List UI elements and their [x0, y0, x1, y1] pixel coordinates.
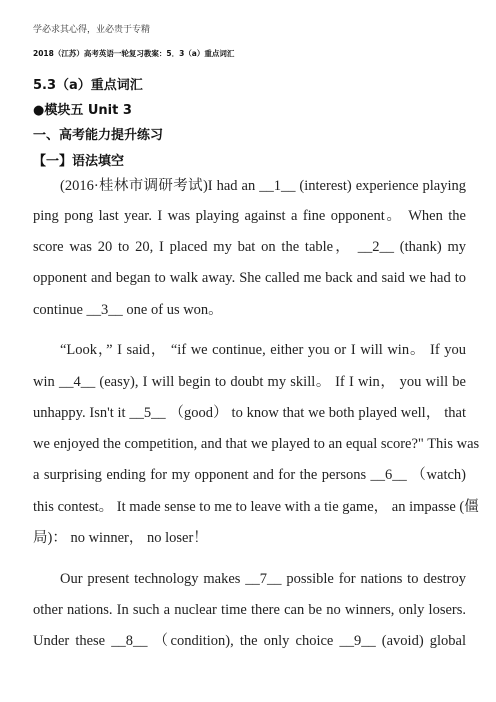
passage-line: Under these __8__ （condition), the only choice __9__ (avoid) global [33, 633, 466, 649]
part-heading: 一、高考能力提升练习 [33, 128, 164, 143]
passage-line: win __4__ (easy), I will begin to doubt my skill。 If I win， you will be [33, 374, 466, 390]
passage-line: a surprising ending for my opponent and for the persons __6__ （watch) [33, 467, 466, 483]
passage-line: (2016·桂林市调研考试)I had an __1__ (interest) experience playing [60, 178, 466, 194]
section-heading: 5.3（a）重点词汇 [33, 78, 143, 93]
passage-line: opponent and began to walk away. She called me back and said we had to [33, 270, 466, 286]
passage-line: unhappy. Isn't it __5__ （good） to know that we both played well， that [33, 405, 466, 421]
passage-line: score was 20 to 20, I placed my bat on the table， __2__ (thank) my [33, 239, 466, 255]
module-heading: ●模块五 Unit 3 [33, 103, 132, 118]
document-meta-title: 2018（江苏）高考英语一轮复习教案：5．3（a）重点词汇 [33, 49, 235, 58]
header-motto: 学必求其心得，业必贵于专精 [33, 25, 151, 35]
passage-line: ping pong last year. I was playing against a fine opponent。 When the [33, 208, 466, 224]
passage-line: this contest。 It made sense to me to leave with a tie game， an impasse (僵 [33, 499, 479, 515]
subsection-heading: 【一】语法填空 [33, 154, 125, 169]
passage-line: Our present technology makes __7__ possible for nations to destroy [60, 571, 466, 587]
passage-line: 局)： no winner， no loser！ [33, 530, 208, 546]
passage-line: “Look，” I said， “if we continue, either you or I will win。 If you [60, 342, 466, 358]
passage-line: we enjoyed the competition, and that we played to an equal score?" This was [33, 436, 480, 452]
passage-line: other nations. In such a nuclear time there can be no winners, only losers. [33, 602, 466, 618]
passage-line: continue __3__ one of us won。 [33, 302, 223, 318]
